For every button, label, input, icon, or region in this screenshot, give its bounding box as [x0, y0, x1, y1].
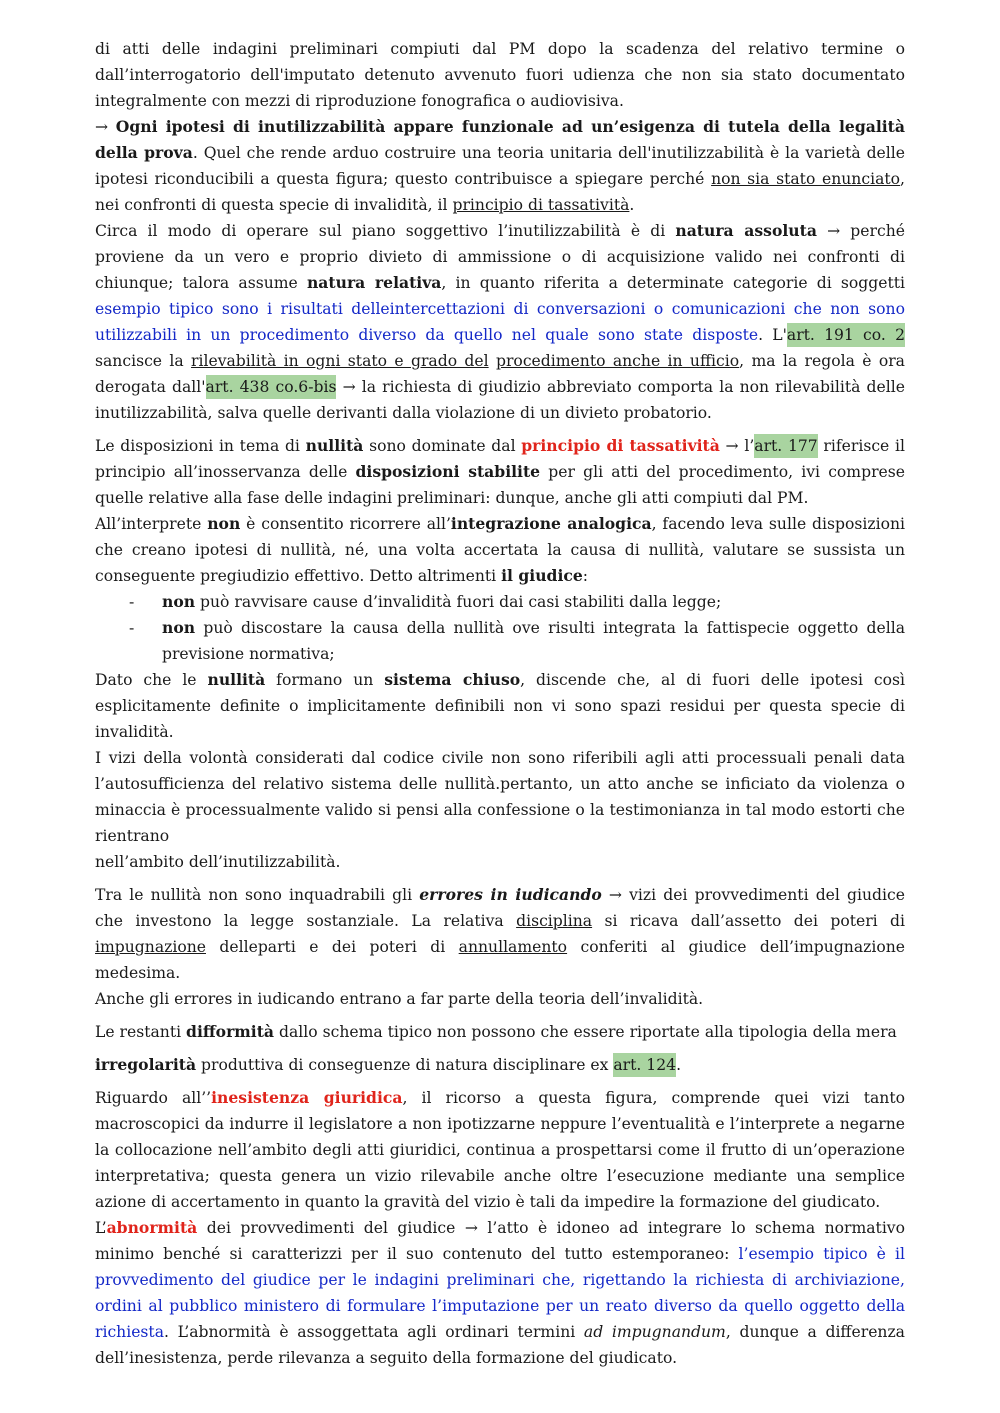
paragraph-vizi-volonta-end: nell’ambito dell’inutilizzabilità. [95, 853, 341, 871]
paragraph-abnormita [95, 1215, 905, 1371]
text-run: conferiti al giudice dell’impugnazione medesima. [95, 938, 905, 982]
bold-text: difformità [186, 1022, 275, 1041]
text-run: , ma la regola è ora derogata dall' [95, 352, 905, 396]
text-run: riferisce il principio all’inosservanza delle [95, 437, 905, 481]
text-run: L’ [95, 1219, 107, 1237]
bold-text: non [162, 592, 196, 611]
text-run: per gli atti del procedimento, ivi comprese quelle relative alla fase delle indagini preliminari: dunque, anche gli atti compiuti dal PM. [95, 463, 905, 507]
bold-text: sistema chiuso [384, 670, 521, 689]
bold-text: nullità [207, 670, 266, 689]
bold-text: natura relativa [306, 273, 442, 292]
text-run: delleparti e dei poteri di [205, 938, 459, 956]
paragraph-legalita-prova [95, 114, 905, 218]
bold-text: Ogni ipotesi di inutilizzabilità appare funzionale ad un’esigenza di tutela della legalità della prova [95, 117, 905, 162]
list-item [162, 589, 905, 615]
paragraph-inesistenza-giuridica [95, 1085, 905, 1215]
text-run: può discostare la causa della nullità ove risulti integrata la fattispecie oggetto della previsione normativa; [162, 619, 905, 663]
text-run: Le disposizioni in tema di [95, 437, 306, 455]
paragraph-sistema-chiuso [95, 667, 905, 745]
text-run: , nei confronti di questa specie di invalidità, il [95, 170, 905, 214]
text-run: → perché proviene da un vero e proprio divieto di ammissione o di acquisizione valido nei confronti di chiunque; talora assume [95, 222, 905, 292]
text-run: : [582, 567, 589, 585]
text-run: è consentito ricorrere all’ [240, 515, 451, 533]
bold-text: non [207, 514, 241, 533]
text-run: , facendo leva sulle disposizioni che creano ipotesi di nullità, né, una volta accertata la causa di nullità, valutare se sussista un conseguente pregiudizio effettivo. Detto altrimenti [95, 515, 905, 585]
text-run: si ricava dall’assetto dei poteri di [592, 912, 906, 930]
text-run: dei provvedimenti del giudice → l’atto è idoneo ad integrare lo schema normativo minimo benché si caratterizzi per il suo contenuto del tutto estemporaneo: [95, 1219, 905, 1263]
text-run: sono dominate dal [363, 437, 522, 455]
bold-text: irregolarità [95, 1055, 197, 1074]
bold-text: il giudice [501, 566, 583, 585]
bold-text: natura assoluta [675, 221, 817, 240]
paragraph-natura-assoluta [95, 218, 905, 426]
paragraph-integrazione-analogica [95, 511, 905, 589]
paragraph-teoria-invalidita: Anche gli errores in iudicando entrano a far parte della teoria dell’invalidità. [95, 990, 704, 1008]
text-run: , in quanto riferita a determinate categorie di soggetti [441, 274, 906, 292]
text-run: . [676, 1056, 682, 1074]
text-run: , discende che, al di fuori delle ipotesi così esplicitamente definite o implicitamente definibili non vi sono spazi residui per questa specie di invalidità. [95, 671, 905, 741]
text-run: sancisce la [95, 352, 192, 370]
text-run: . L’abnormità è assoggettata agli ordinari termini [164, 1323, 584, 1341]
key-term-red: inesistenza giuridica [211, 1088, 403, 1107]
underlined-text: disciplina [516, 912, 593, 930]
example-text: l’esempio tipico è il provvedimento del giudice per le indagini preliminari che, rigettando la richiesta di archiviazione, ordini al pubblico ministero di formulare l’imputazione per un reato diverso da quello oggetto della richiesta [95, 1245, 906, 1341]
text-run: . [629, 196, 635, 214]
bold-text: integrazione analogica [450, 514, 652, 533]
text-run: Tra le nullità non sono inquadrabili gli [95, 886, 420, 904]
bold-text: non [162, 618, 196, 637]
dash-list [95, 589, 905, 667]
underlined-text: procedimento anche in ufficio [496, 352, 740, 370]
text-run: → l’ [719, 437, 755, 455]
text-run: produttiva di conseguenze di natura disciplinare ex [196, 1056, 614, 1074]
underlined-text: rilevabilità in ogni stato e grado del [191, 352, 489, 370]
key-term-red: abnormità [106, 1218, 198, 1237]
arrow-text: → [95, 118, 116, 136]
list-item [162, 615, 905, 667]
underlined-text: non sia stato enunciato [711, 170, 901, 188]
bold-italic-term: errores in iudicando [419, 885, 602, 904]
paragraph-difformita [95, 1019, 905, 1045]
paragraph-indagini-preliminari: di atti delle indagini preliminari compiuti dal PM dopo la scadenza del relativo termine o dall’interrogatorio dell'imputato detenuto avvenuto fuori udienza che non sia stato documentato integralmente con mezzi di riproduzione fonografica o audiovisiva. [95, 40, 905, 110]
text-run: Circa il modo di operare sul piano soggettivo l’inutilizzabilità è di [95, 222, 676, 240]
bold-text: nullità [305, 436, 364, 455]
text-run: formano un [265, 671, 385, 689]
text-run: Dato che le [95, 671, 208, 689]
text-run: , dunque a differenza dell’inesistenza, perde rilevanza a seguito della formazione del giudicato. [95, 1323, 905, 1367]
text-run: può ravvisare cause d’invalidità fuori dai casi stabiliti dalla legge; [195, 593, 722, 611]
text-run: , il ricorso a questa figura, comprende quei vizi tanto macroscopici da indurre il legislatore a non ipotizzarne neppure l’eventualità e l’interprete a negarne la collocazione nell’ambito degli atti giuridici, continua a prospettarsi come il frutto di un’operazione interpretativa; questa genera un vizio rilevabile anche oltre l’esecuzione mediante una semplice azione di accertamento in quanto la gravità del vizio è tali da impedire la formazione del giudicato. [95, 1089, 905, 1211]
text-run [489, 352, 496, 370]
example-text: esempio tipico sono i risultati delleintercettazioni di conversazioni o comunicazioni che non sono utilizzabili in un procedimento diverso da quello nel quale sono state disposte [95, 300, 905, 344]
text-run: dallo schema tipico non possono che essere riportate alla tipologia della mera [274, 1023, 897, 1041]
article-reference-highlight: art. 124 [613, 1053, 676, 1077]
text-run: . Quel che rende arduo costruire una teoria unitaria dell'inutilizzabilità è la varietà delle ipotesi riconducibili a questa figura; questo contribuisce a spiegare perché [95, 144, 905, 188]
italic-term: ad impugnandum [583, 1323, 726, 1341]
bold-text: disposizioni stabilite [355, 462, 541, 481]
underlined-text: principio di tassatività [452, 196, 630, 214]
underlined-text: annullamento [458, 938, 568, 956]
text-run: . L' [758, 326, 787, 344]
paragraph-irregolarita [95, 1052, 905, 1078]
text-run: All’interprete [95, 515, 208, 533]
text-run: → vizi dei provvedimenti del giudice che investono la legge sostanziale. La relativa [95, 886, 905, 930]
text-run: Riguardo all’’ [95, 1089, 212, 1107]
text-run: → la richiesta di giudizio abbreviato comporta la non rilevabilità delle inutilizzabilità, salva quelle derivanti dalla violazione di un divieto probatorio. [95, 378, 905, 422]
paragraph-errores-in-iudicando [95, 882, 905, 986]
article-reference-highlight: art. 177 [754, 434, 817, 458]
article-reference-highlight: art. 191 co. 2 [787, 323, 905, 347]
paragraph-nullita-tassativita [95, 433, 905, 511]
key-term-red: principio di tassatività [521, 436, 720, 455]
text-run: Le restanti [95, 1023, 187, 1041]
article-reference-highlight: art. 438 co.6-bis [206, 375, 337, 399]
underlined-text: impugnazione [95, 938, 206, 956]
paragraph-vizi-volonta: I vizi della volontà considerati dal codice civile non sono riferibili agli atti processuali penali data l’autosufficienza del relativo sistema delle nullità.pertanto, un atto anche se inficiato da violenza o minaccia è processualmente valido si pensi alla confessione o la testimonianza in tal modo estorti che rientrano [95, 749, 905, 845]
